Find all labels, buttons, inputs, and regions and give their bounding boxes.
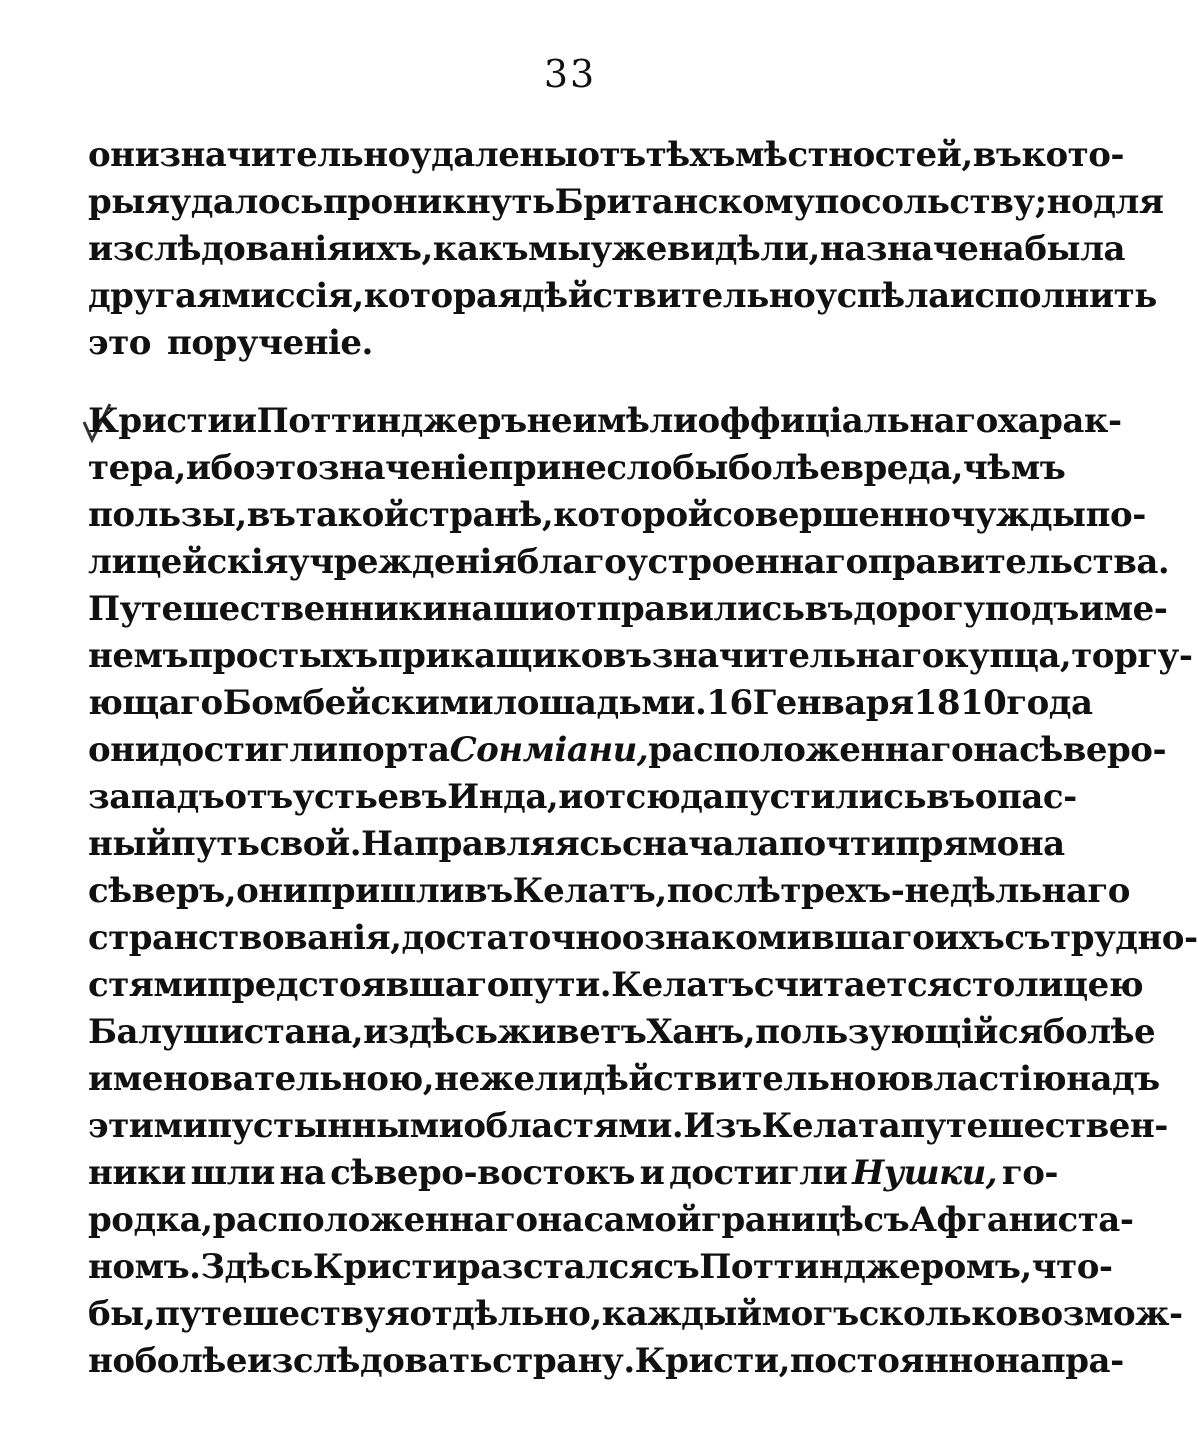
text-line — [88, 586, 1168, 633]
word: предстоявшаго — [207, 965, 509, 1005]
word: ихъ, — [351, 229, 433, 269]
word: для — [1093, 182, 1164, 222]
word: удалось — [169, 182, 323, 222]
word: значеніе — [317, 448, 489, 488]
word: они — [88, 730, 160, 770]
word: они — [236, 871, 308, 911]
word: ознакомившаго — [621, 918, 935, 958]
word: дѣйствительною — [582, 1059, 911, 1099]
text-line — [88, 1244, 1113, 1291]
word: пришли — [307, 871, 464, 911]
word: не — [526, 401, 573, 441]
word: порученіе. — [166, 323, 373, 363]
word: го- — [1001, 1153, 1058, 1193]
word: 1810 — [913, 683, 1007, 723]
word: расположеннаго — [212, 1200, 538, 1240]
word: достаточно — [401, 918, 622, 958]
word: опас- — [974, 777, 1077, 817]
word: подъ — [984, 589, 1079, 629]
word: наши — [447, 589, 554, 629]
word: совершенно — [712, 495, 951, 535]
text-line — [88, 320, 1058, 367]
word: достигли — [159, 730, 338, 770]
paragraph-1 — [88, 132, 1164, 367]
word: шли — [190, 1153, 275, 1193]
word: странѣ, — [408, 495, 554, 535]
text-line — [88, 1103, 1168, 1150]
text-line — [88, 962, 1144, 1009]
word: простыхъ — [188, 636, 378, 676]
text-line — [88, 727, 1167, 774]
text-line — [88, 633, 1193, 680]
word: путешествен- — [900, 1106, 1168, 1146]
word: ибо — [185, 448, 255, 488]
word: съ — [863, 1200, 910, 1240]
word: лошадьми. — [493, 683, 707, 723]
word: назначена — [819, 229, 1025, 269]
word: пути. — [508, 965, 612, 1005]
word: разстался — [456, 1247, 654, 1287]
word: на — [279, 1153, 326, 1193]
word: страну. — [492, 1341, 635, 1381]
word: Инда, — [447, 777, 559, 817]
word: отдѣльно, — [409, 1294, 602, 1334]
word: торгу- — [1071, 636, 1193, 676]
text-line — [88, 915, 1198, 962]
word: болѣе — [727, 448, 841, 488]
word: почти — [779, 824, 896, 864]
word: Афганиста- — [909, 1200, 1134, 1240]
word: учрежденія — [287, 542, 517, 582]
word: расположеннаго — [648, 730, 974, 770]
word: и — [231, 401, 257, 441]
word: это — [254, 448, 318, 488]
text-line — [88, 179, 1164, 226]
word: име- — [1078, 589, 1168, 629]
text-line — [88, 774, 1077, 821]
word: въ — [926, 777, 975, 817]
word: сѣверъ, — [88, 871, 237, 911]
word: сначала — [622, 824, 780, 864]
word: которая — [363, 276, 523, 316]
text-line — [88, 539, 1170, 586]
text-line — [88, 1009, 1156, 1056]
word: родка, — [88, 1200, 213, 1240]
word: путешествуя — [155, 1294, 410, 1334]
word: посольству; — [814, 182, 1047, 222]
text-line — [88, 445, 1066, 492]
word: дѣйствительно — [522, 276, 816, 316]
word: Бомбейскими — [222, 683, 494, 723]
word: трудно- — [1050, 918, 1198, 958]
word: Келатъ — [611, 965, 754, 1005]
word: 16 — [706, 683, 753, 723]
word: Направляясь — [361, 824, 623, 864]
word: прямо — [895, 824, 1019, 864]
word: дорогу — [853, 589, 985, 629]
word: принесло — [488, 448, 673, 488]
word: изслѣдовать — [246, 1341, 493, 1381]
word: проникнуть — [322, 182, 555, 222]
word: живетъ — [497, 1012, 647, 1052]
word: западъ — [88, 777, 225, 817]
word: Сонміани, — [449, 730, 649, 770]
text-line — [88, 1291, 1183, 1338]
text-line — [88, 868, 1130, 915]
word: столицею — [951, 965, 1144, 1005]
word: по- — [1085, 495, 1146, 535]
text-line — [88, 1056, 1160, 1103]
word: порта — [337, 730, 450, 770]
word: съ — [1004, 918, 1051, 958]
word: этими — [88, 1106, 208, 1146]
word: сѣверо- — [1019, 730, 1167, 770]
word: харак- — [997, 401, 1122, 441]
word: успѣла — [815, 276, 950, 316]
word: но — [88, 1341, 135, 1381]
word: властію — [910, 1059, 1067, 1099]
text-line — [88, 398, 1122, 445]
word: Поттинджеръ — [256, 401, 527, 441]
word: отсюда — [582, 777, 724, 817]
word: надъ — [1066, 1059, 1160, 1099]
word: Балушистана, — [88, 1012, 364, 1052]
word: значительнаго — [651, 636, 944, 676]
word: Здѣсь — [200, 1247, 313, 1287]
word: немъ — [88, 636, 189, 676]
word: Келатъ, — [512, 871, 667, 911]
word: болѣе — [1042, 1012, 1156, 1052]
word: такой — [295, 495, 409, 535]
word: Кристи, — [634, 1341, 790, 1381]
word: бы — [672, 448, 728, 488]
word: и — [639, 1153, 665, 1193]
word: кото- — [1021, 135, 1125, 175]
word: уже — [590, 229, 667, 269]
word: рыя — [88, 182, 170, 222]
word: отправились — [553, 589, 805, 629]
word: ники — [88, 1153, 186, 1193]
word: въ — [804, 589, 854, 629]
text-line — [88, 1150, 1058, 1197]
word: значительно — [159, 135, 410, 175]
text-line — [88, 273, 1157, 320]
word: пользующійся — [755, 1012, 1043, 1052]
word: областями. — [463, 1106, 684, 1146]
word: номъ. — [88, 1247, 201, 1287]
text-line — [88, 492, 1146, 539]
text-line — [88, 132, 1125, 179]
word: напра- — [994, 1341, 1124, 1381]
text-line — [88, 1197, 1134, 1244]
word: устьевъ — [292, 777, 448, 817]
page-number: 33 — [543, 52, 597, 96]
word: изслѣдованія — [88, 229, 352, 269]
word: миссія, — [221, 276, 364, 316]
word: ющаго — [88, 683, 223, 723]
word: достигли — [669, 1153, 848, 1193]
word: они — [88, 135, 160, 175]
word: что- — [1031, 1247, 1113, 1287]
word: именовательною, — [88, 1059, 435, 1099]
word: сколько — [858, 1294, 1018, 1334]
word: чужды — [950, 495, 1086, 535]
text-line — [88, 1338, 1124, 1385]
word: но — [1046, 182, 1094, 222]
word: ный — [88, 824, 171, 864]
word: постоянно — [789, 1341, 995, 1381]
word: другая — [88, 276, 222, 316]
word: исполнить — [949, 276, 1157, 316]
word: каждый — [601, 1294, 762, 1334]
word: въ — [972, 135, 1022, 175]
word: сѣверо-востокъ — [330, 1153, 635, 1193]
word: Генваря — [752, 683, 914, 723]
word: путь — [170, 824, 260, 864]
word: это — [88, 323, 151, 363]
word: считается — [753, 965, 952, 1005]
word: лицейскія — [88, 542, 288, 582]
word: Кристи — [312, 1247, 457, 1287]
word: пустынными — [207, 1106, 464, 1146]
word: съ — [653, 1247, 700, 1287]
word: на — [1018, 824, 1065, 864]
word: правительства. — [867, 542, 1170, 582]
word: чѣмъ — [962, 448, 1066, 488]
word: нежели — [434, 1059, 583, 1099]
word: отъ — [224, 777, 293, 817]
word: пустились — [723, 777, 927, 817]
word: какъ — [432, 229, 529, 269]
word: здѣсь — [387, 1012, 498, 1052]
word: Нушки, — [852, 1153, 998, 1193]
word: границѣ — [701, 1200, 864, 1240]
word: ихъ — [934, 918, 1005, 958]
text-line — [88, 821, 1065, 868]
word: бы, — [88, 1294, 156, 1334]
word: свой. — [259, 824, 362, 864]
word: Поттинджеромъ, — [699, 1247, 1032, 1287]
word: на — [973, 730, 1020, 770]
word: прикащиковъ — [377, 636, 652, 676]
word: стями — [88, 965, 208, 1005]
word: возмож- — [1017, 1294, 1183, 1334]
paragraph-2 — [88, 398, 1198, 1385]
word: Путешественники — [88, 589, 448, 629]
word: купца, — [944, 636, 1072, 676]
word: трехъ-недѣльнаго — [780, 871, 1130, 911]
word: болѣе — [134, 1341, 247, 1381]
word: удалены — [409, 135, 578, 175]
word: тера, — [88, 448, 186, 488]
word: Британскому — [554, 182, 815, 222]
word: и — [558, 777, 583, 817]
word: Изъ — [683, 1106, 762, 1146]
word: самой — [583, 1200, 702, 1240]
word: Кристи — [88, 401, 232, 441]
word: мы — [528, 229, 591, 269]
word: имѣли — [572, 401, 698, 441]
text-line — [88, 226, 1126, 273]
word: благоустроеннаго — [516, 542, 868, 582]
text-line — [88, 680, 1093, 727]
word: вреда, — [840, 448, 963, 488]
word: тѣхъ — [645, 135, 735, 175]
word: странствованія, — [88, 918, 402, 958]
word: могъ — [761, 1294, 859, 1334]
word: которой — [553, 495, 713, 535]
word: была — [1024, 229, 1126, 269]
word: пользы, — [88, 495, 247, 535]
word: въ — [463, 871, 513, 911]
word: видѣли, — [666, 229, 820, 269]
word: Ханъ, — [646, 1012, 756, 1052]
word: мѣстностей, — [735, 135, 973, 175]
word: послѣ — [666, 871, 781, 911]
word: въ — [246, 495, 296, 535]
word: на — [537, 1200, 584, 1240]
word: Келата — [761, 1106, 901, 1146]
word: года — [1006, 683, 1093, 723]
word: отъ — [577, 135, 646, 175]
word: оффиціальнаго — [697, 401, 998, 441]
word: и — [363, 1012, 388, 1052]
